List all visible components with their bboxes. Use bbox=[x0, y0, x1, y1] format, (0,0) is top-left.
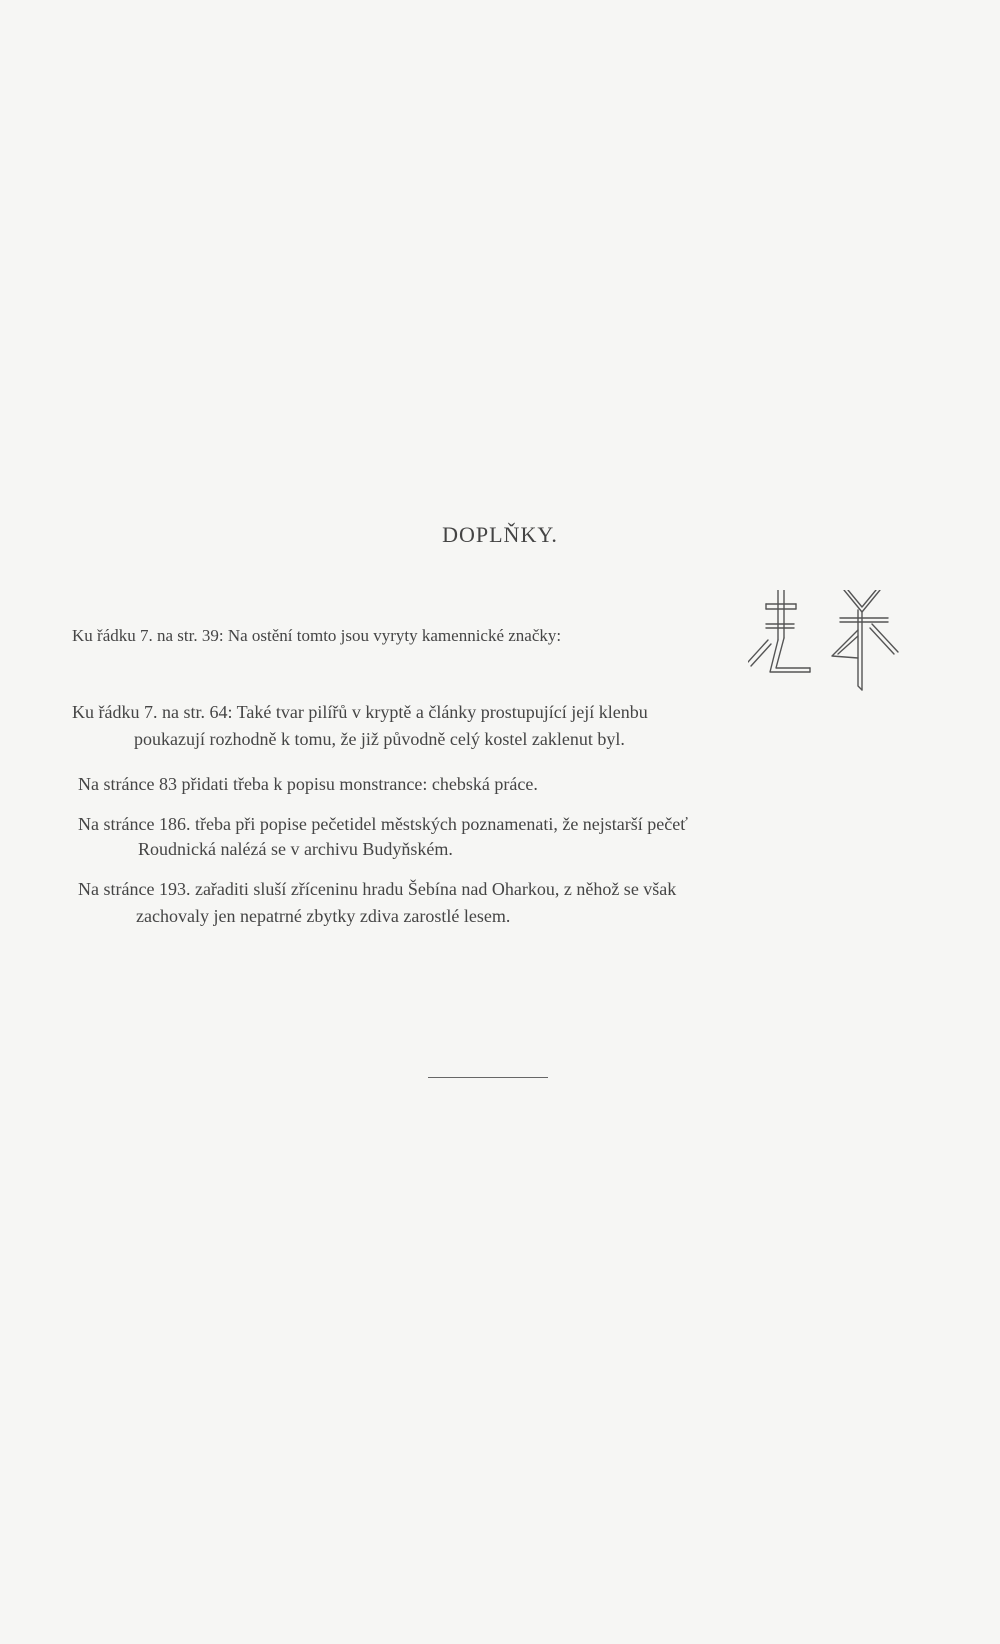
addendum-line: poukazují rozhodně k tomu, že již původně celý kostel zaklenut byl. bbox=[134, 729, 625, 749]
addendum-line: Na stránce 186. třeba při popise pečetidel městských poznamenati, že nejstarší pečeť bbox=[78, 814, 688, 834]
addendum-line: Roudnická nalézá se v archivu Budyňském. bbox=[138, 839, 453, 859]
addendum-line: Na stránce 83 přidati třeba k popisu monstrance: chebská práce. bbox=[78, 774, 538, 794]
addendum-line: Ku řádku 7. na str. 39: Na ostění tomto jsou vyryty kamennické značky: bbox=[72, 626, 562, 645]
end-rule bbox=[428, 1077, 548, 1078]
page-title: DOPLŇKY. bbox=[442, 522, 558, 547]
addendum-line: zachovaly jen nepatrné zbytky zdiva zarostlé lesem. bbox=[136, 906, 511, 926]
mason-marks-icon bbox=[748, 590, 900, 695]
addendum-line: Ku řádku 7. na str. 64: Také tvar pilířů v kryptě a články prostupující její klenbu bbox=[72, 702, 648, 722]
addendum-line: Na stránce 193. zařaditi sluší zříceninu hradu Šebína nad Oharkou, z něhož se však bbox=[78, 879, 677, 899]
